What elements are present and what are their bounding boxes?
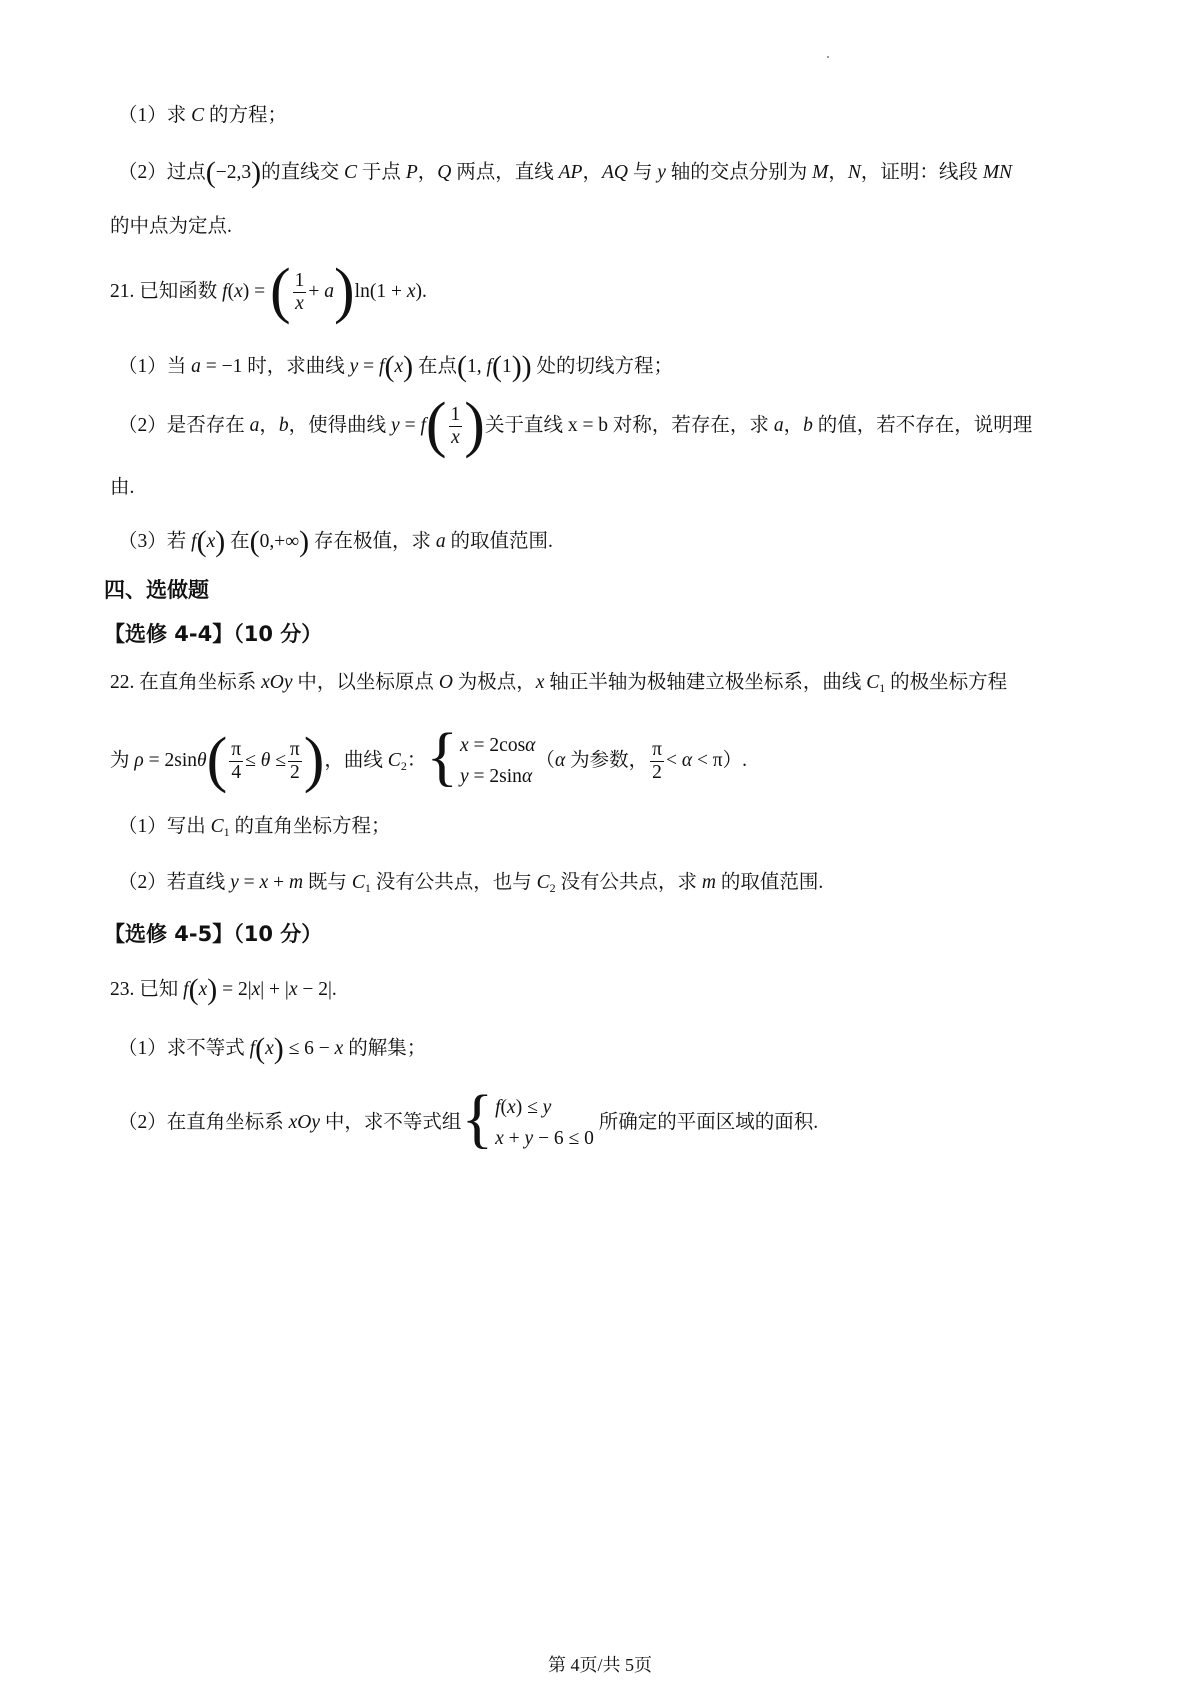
q22-stem-line2: 为 ρ = 2sinθ( $\frac{\pi}{4}$ ≤ θ ≤ $\frac{\pi}{2}$ )，曲线 $C_2$：{ x = 2cosα y = 2sinα （α 为参数， $\frac{\pi}{2}$ < α < π）. [110, 720, 748, 794]
q23-part2: （2）在直角坐标系 xOy 中，求不等式组{ f(x) ≤ y x + y − 6 ≤ 0 所确定的平面区域的面积. [118, 1082, 819, 1155]
q21-part1: （1）当 a = −1 时，求曲线 y = f(x) 在点(1, f(1)) 处的切线方程； [118, 350, 674, 383]
q23-part1: （1）求不等式 f(x) ≤ 6 − x 的解集； [118, 1032, 427, 1065]
q21-part2-line2: 由. [110, 477, 135, 498]
q20-part2-line2: 的中点为定点. [110, 216, 232, 237]
section-title: 四、选做题 [104, 578, 209, 602]
scan-speck [827, 56, 829, 58]
page-footer: 第 4页/共 5页 [547, 1655, 652, 1675]
q22-stem-line1: 22. 在直角坐标系 xOy 中，以坐标原点 O 为极点，x 轴正半轴为极轴建立极坐标系，曲线 $C_1$ 的极坐标方程 [110, 672, 1008, 695]
q20-part2-line1: （2）过点(−2,3)的直线交 C 于点 P，Q 两点，直线 AP，AQ 与 y 轴的交点分别为 M，N，证明：线段 MN [118, 156, 1013, 189]
elective-4-4-heading: 【选修 4-4】（10 分） [104, 622, 323, 646]
q21-part3: （3）若 f(x) 在(0,+∞) 存在极值，求 a 的取值范围. [118, 525, 553, 558]
elective-4-5-heading: 【选修 4-5】（10 分） [104, 922, 323, 946]
q22-part1: （1）写出 $C_1$ 的直角坐标方程； [118, 816, 391, 839]
q20-part1: （1）求 C 的方程； [118, 105, 288, 126]
q23-stem: 23. 已知 f(x) = 2|x| + |x − 2|. [110, 973, 337, 1006]
q21-stem: 21. 已知函数 f(x) = ( $\frac{1}{x}$ + a)ln(1 + x). [110, 257, 427, 325]
q21-part2-line1: （2）是否存在 a，b，使得曲线 y = f( $\frac{1}{x}$ )关于直线 x = b 对称，若存在，求 a，b 的值，若不存在，说明理 [118, 391, 1033, 459]
q22-part2: （2）若直线 y = x + m 既与 $C_1$ 没有公共点，也与 $C_2$ 没有公共点，求 m 的取值范围. [118, 872, 824, 895]
